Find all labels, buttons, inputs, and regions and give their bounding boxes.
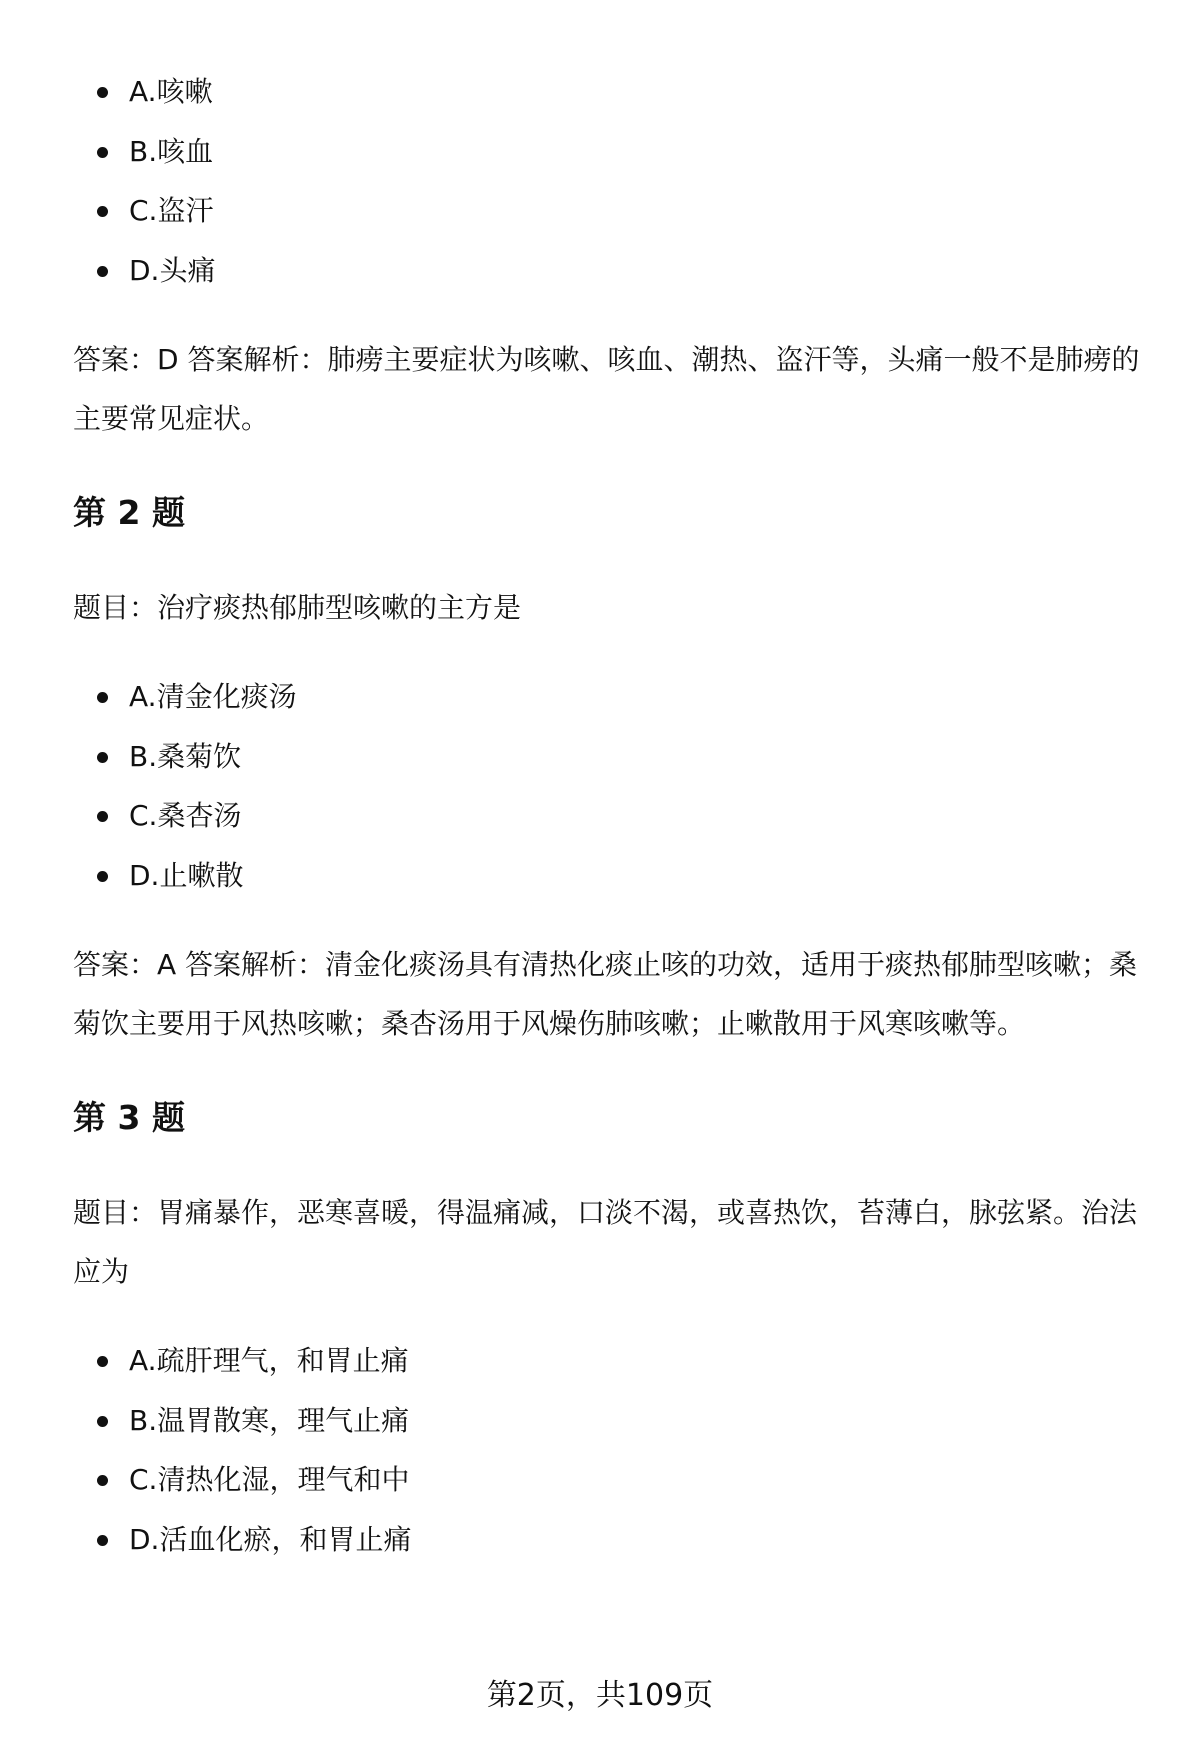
option-text: D.活血化瘀，和胃止痛 bbox=[129, 1522, 412, 1556]
question-2 bbox=[73, 488, 1148, 1053]
option-text: C.桑杏汤 bbox=[129, 799, 242, 832]
answer-explanation: 答案：A 答案解析：清金化痰汤具有清热化痰止咳的功效，适用于痰热郁肺型咳嗽；桑菊饮主要用于风热咳嗽；桑杏汤用于风燥伤肺咳嗽；止嗽散用于风寒咳嗽等。 bbox=[73, 948, 1138, 1040]
option-text: A.咳嗽 bbox=[129, 75, 213, 108]
bullet-icon bbox=[97, 752, 108, 763]
option-item bbox=[73, 1391, 1148, 1451]
page-content bbox=[73, 62, 1148, 1569]
option-text: C.清热化湿，理气和中 bbox=[129, 1463, 410, 1496]
option-text: A.疏肝理气，和胃止痛 bbox=[129, 1344, 409, 1377]
option-text: B.温胃散寒，理气止痛 bbox=[129, 1403, 410, 1437]
question-title: 第 3 题 bbox=[73, 1098, 185, 1137]
option-item bbox=[73, 1510, 1148, 1570]
question-3 bbox=[73, 1093, 1148, 1569]
option-text: B.咳血 bbox=[129, 134, 214, 168]
option-item bbox=[73, 62, 1148, 122]
bullet-icon bbox=[97, 206, 108, 217]
question-title: 第 2 题 bbox=[73, 493, 185, 532]
option-item bbox=[73, 667, 1148, 727]
question-2-options bbox=[73, 667, 1148, 905]
option-item bbox=[73, 786, 1148, 846]
answer-explanation: 答案：D 答案解析：肺痨主要症状为咳嗽、咳血、潮热、盗汗等，头痛一般不是肺痨的主要常见症状。 bbox=[73, 343, 1140, 435]
option-text: D.止嗽散 bbox=[129, 858, 244, 892]
bullet-icon bbox=[97, 1356, 108, 1367]
bullet-icon bbox=[97, 871, 108, 882]
option-text: C.盗汗 bbox=[129, 194, 214, 227]
question-1 bbox=[73, 62, 1148, 448]
option-item bbox=[73, 1331, 1148, 1391]
bullet-icon bbox=[97, 87, 108, 98]
option-item bbox=[73, 181, 1148, 241]
bullet-icon bbox=[97, 266, 108, 277]
option-item bbox=[73, 846, 1148, 906]
bullet-icon bbox=[97, 1416, 108, 1427]
option-item bbox=[73, 727, 1148, 787]
option-text: A.清金化痰汤 bbox=[129, 680, 297, 713]
question-1-options bbox=[73, 62, 1148, 300]
option-text: D.头痛 bbox=[129, 253, 216, 287]
bullet-icon bbox=[97, 1475, 108, 1486]
question-stem: 题目：治疗痰热郁肺型咳嗽的主方是 bbox=[73, 591, 522, 624]
question-stem: 题目：胃痛暴作，恶寒喜暖，得温痛减，口淡不渴，或喜热饮，苔薄白，脉弦紧。治法应为 bbox=[73, 1196, 1138, 1288]
page-number-footer: 第2页，共109页 bbox=[486, 1678, 714, 1713]
bullet-icon bbox=[97, 692, 108, 703]
bullet-icon bbox=[97, 811, 108, 822]
option-item bbox=[73, 1450, 1148, 1510]
question-3-options bbox=[73, 1331, 1148, 1569]
option-text: B.桑菊饮 bbox=[129, 739, 242, 773]
bullet-icon bbox=[97, 147, 108, 158]
option-item bbox=[73, 241, 1148, 301]
option-item bbox=[73, 122, 1148, 182]
bullet-icon bbox=[97, 1535, 108, 1546]
